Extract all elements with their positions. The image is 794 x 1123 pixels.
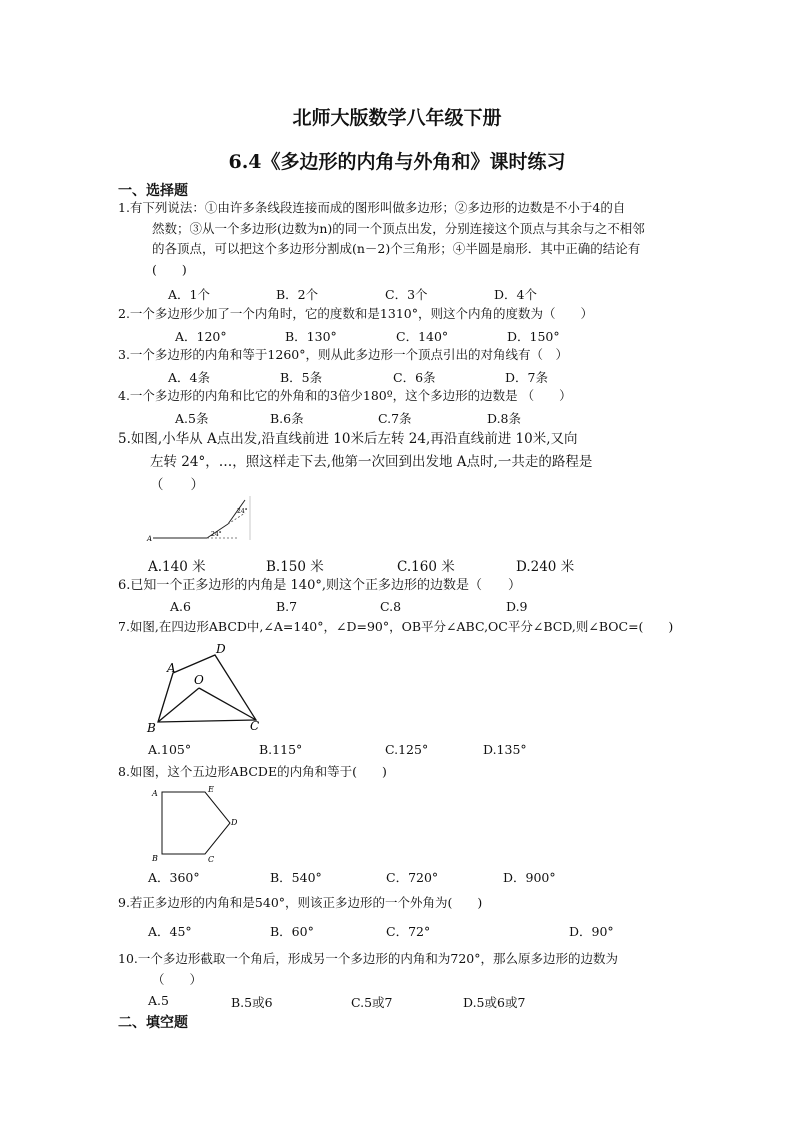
angle-label: 24° [211,531,222,538]
option-d[interactable]: D.8条 [487,411,522,426]
question-1-line-3: 的各顶点，可以把这个多边形分割成(n－2)个三角形；④半圆是扇形．其中正确的结论有 [152,241,641,256]
vertex-d-label: D [231,818,238,827]
option-d[interactable]: D．7条 [505,370,548,385]
document-subtitle: 6.4《多边形的内角与外角和》课时练习 [228,151,566,173]
question-1-line-1: 1.有下列说法：①由许多条线段连接而成的图形叫做多边形；②多边形的边数是不小于4的自 [118,200,626,215]
vertex-c-label: C [250,719,260,733]
question-5-line-3: （ ） [150,477,204,493]
question-5 [118,428,698,497]
option-c[interactable]: C．720° [386,870,439,885]
vertex-a-label: A [167,661,176,675]
option-d[interactable]: D．4个 [494,287,537,302]
option-c[interactable]: C.7条 [378,411,412,426]
option-b[interactable]: B.7 [276,599,298,614]
option-b[interactable]: B.115° [259,742,303,757]
question-10-line-2: （ ） [152,971,203,987]
vertex-b-label: B [147,721,156,735]
question-6 [118,576,698,597]
question-2-line-1: 2.一个多边形少加了一个内角时，它的度数和是1310°，则这个内角的度数为（ ） [118,306,593,321]
question-10-line-1: 10.一个多边形截取一个角后，形成另一个多边形的内角和为720°，那么原多边形的边数为 [118,951,618,966]
option-b[interactable]: B.6条 [270,411,304,426]
option-a[interactable]: A．120° [175,329,227,344]
option-a[interactable]: A.5条 [175,411,209,426]
vertex-b-label: B [152,854,158,863]
option-c[interactable]: C．72° [386,924,431,939]
option-b[interactable]: B．60° [270,924,314,939]
vertex-e-label: E [208,785,214,794]
vertex-a-label: A [152,789,158,798]
option-b[interactable]: B．540° [270,870,322,885]
question-7 [118,617,718,638]
option-c[interactable]: C.5或7 [351,995,393,1010]
option-d[interactable]: D.135° [483,742,527,757]
bisector-oc [199,688,256,720]
option-b[interactable]: B.150 米 [266,559,324,575]
option-c[interactable]: C．3个 [385,287,428,302]
option-a[interactable]: A.140 米 [148,559,206,575]
point-o-label: O [194,673,204,687]
question-9 [118,893,698,914]
quadrilateral-abcd-figure [143,640,273,735]
option-c[interactable]: C．140° [396,329,449,344]
option-a[interactable]: A.6 [170,599,191,614]
vertex-c-label: C [208,855,215,864]
option-c[interactable]: C.125° [385,742,429,757]
question-10 [118,949,718,990]
question-4-line-1: 4.一个多边形的内角和比它的外角和的3倍少180º，这个多边形的边数是 （ ） [118,388,572,403]
option-b[interactable]: B．130° [285,329,337,344]
question-3 [118,345,698,366]
question-7-line-1: 7.如图,在四边形ABCD中,∠A=140°，∠D=90°，OB平分∠ABC,OC平分∠BCD,则∠BOC=( ) [118,619,674,634]
bisector-ob [158,688,199,722]
question-5-line-1: 5.如图,小华从 A点出发,沿直线前进 10米后左转 24,再沿直线前进 10米,又向 [118,431,578,447]
document-title: 北师大版数学八年级下册 [292,107,502,129]
angle-label: 24° [237,508,248,515]
question-9-line-1: 9.若正多边形的内角和是540°，则该正多边形的一个外角为( ) [118,895,483,910]
option-d[interactable]: D.240 米 [516,559,575,575]
question-1 [118,198,698,280]
question-6-line-1: 6.已知一个正多边形的内角是 140°,则这个正多边形的边数是（ ） [118,578,521,593]
question-8-line-1: 8.如图，这个五边形ABCDE的内角和等于( ) [118,764,387,779]
question-4 [118,386,698,407]
question-1-line-4: ( ) [152,261,187,277]
option-d[interactable]: D.5或6或7 [463,995,526,1010]
question-3-line-1: 3.一个多边形的内角和等于1260°，则从此多边形一个顶点引出的对角线有（ ） [118,347,568,362]
option-b[interactable]: B．2个 [276,287,319,302]
section-heading-choice: 一、选择题 [118,183,188,199]
question-8 [118,762,698,783]
option-a[interactable]: A．4条 [168,370,210,385]
option-d[interactable]: D.9 [506,599,528,614]
question-5-line-2: 左转 24°，…，照这样走下去,他第一次回到出发地 A点时,一共走的路程是 [150,454,593,470]
option-a[interactable]: A．1个 [168,287,210,302]
option-c[interactable]: C.8 [380,599,402,614]
walking-path-figure [145,494,260,544]
option-b[interactable]: B.5或6 [231,995,273,1010]
option-d[interactable]: D．150° [507,329,560,344]
option-c[interactable]: C．6条 [393,370,436,385]
option-a[interactable]: A.105° [148,742,192,757]
vertex-d-label: D [216,642,226,656]
option-a[interactable]: A．45° [148,924,192,939]
question-2 [118,304,698,325]
pentagon-outline [162,792,230,854]
option-a[interactable]: A.5 [148,993,169,1008]
option-a[interactable]: A．360° [148,870,200,885]
pentagon-abcde-figure [148,782,248,864]
option-d[interactable]: D．900° [503,870,556,885]
option-d[interactable]: D．90° [569,924,614,939]
option-b[interactable]: B．5条 [280,370,323,385]
option-c[interactable]: C.160 米 [397,559,455,575]
section-heading-fill-in: 二、填空题 [118,1015,188,1031]
question-1-line-2: 然数；③从一个多边形(边数为n)的同一个顶点出发，分别连接这个顶点与其余与之不相邻 [152,220,645,236]
point-a-label: A [147,535,153,543]
